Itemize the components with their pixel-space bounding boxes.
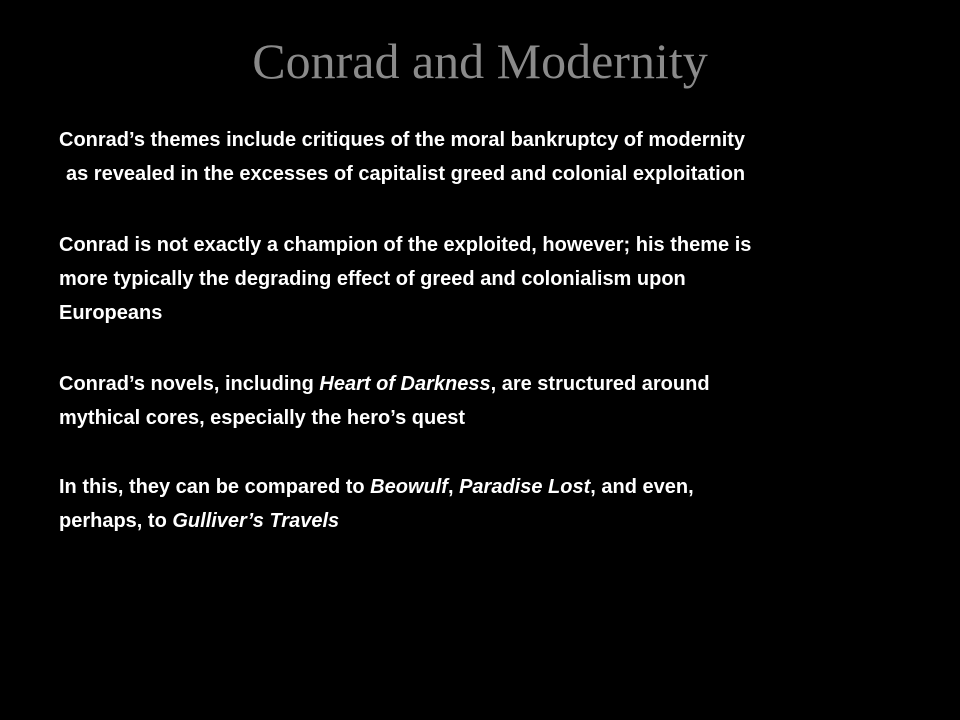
text-run: Conrad’s novels, including [59,373,320,395]
text-run: , are structured around [490,373,710,395]
paragraph-line: Europeans [59,302,163,324]
paragraph-comparison [59,470,909,538]
paragraph-themes [59,123,909,191]
paragraph-line: as revealed in the excesses of capitalist greed and colonial exploitation [66,163,746,185]
work-title-gullivers-travels: Gulliver’s Travels [172,510,340,532]
paragraph-line: more typically the degrading effect of greed and colonialism upon [59,268,686,290]
work-title-beowulf: Beowulf [370,476,448,498]
text-run: , and even, [590,476,694,498]
text-run: perhaps, to [59,510,173,532]
paragraph-line [59,367,909,401]
paragraph-novels [59,367,909,435]
work-title-heart-of-darkness: Heart of Darkness [319,373,491,395]
slide-title: Conrad and Modernity [252,33,708,89]
paragraph-line: Conrad is not exactly a champion of the exploited, however; his theme is [59,234,752,256]
work-title-paradise-lost: Paradise Lost [459,476,591,498]
text-run: In this, they can be compared to [59,476,371,498]
paragraph-exploited [59,228,909,330]
text-run: , [447,476,460,498]
paragraph-line [59,470,909,504]
paragraph-line: mythical cores, especially the hero’s quest [59,407,466,429]
paragraph-line: Conrad’s themes include critiques of the moral bankruptcy of modernity [59,129,746,151]
paragraph-line [59,504,909,538]
